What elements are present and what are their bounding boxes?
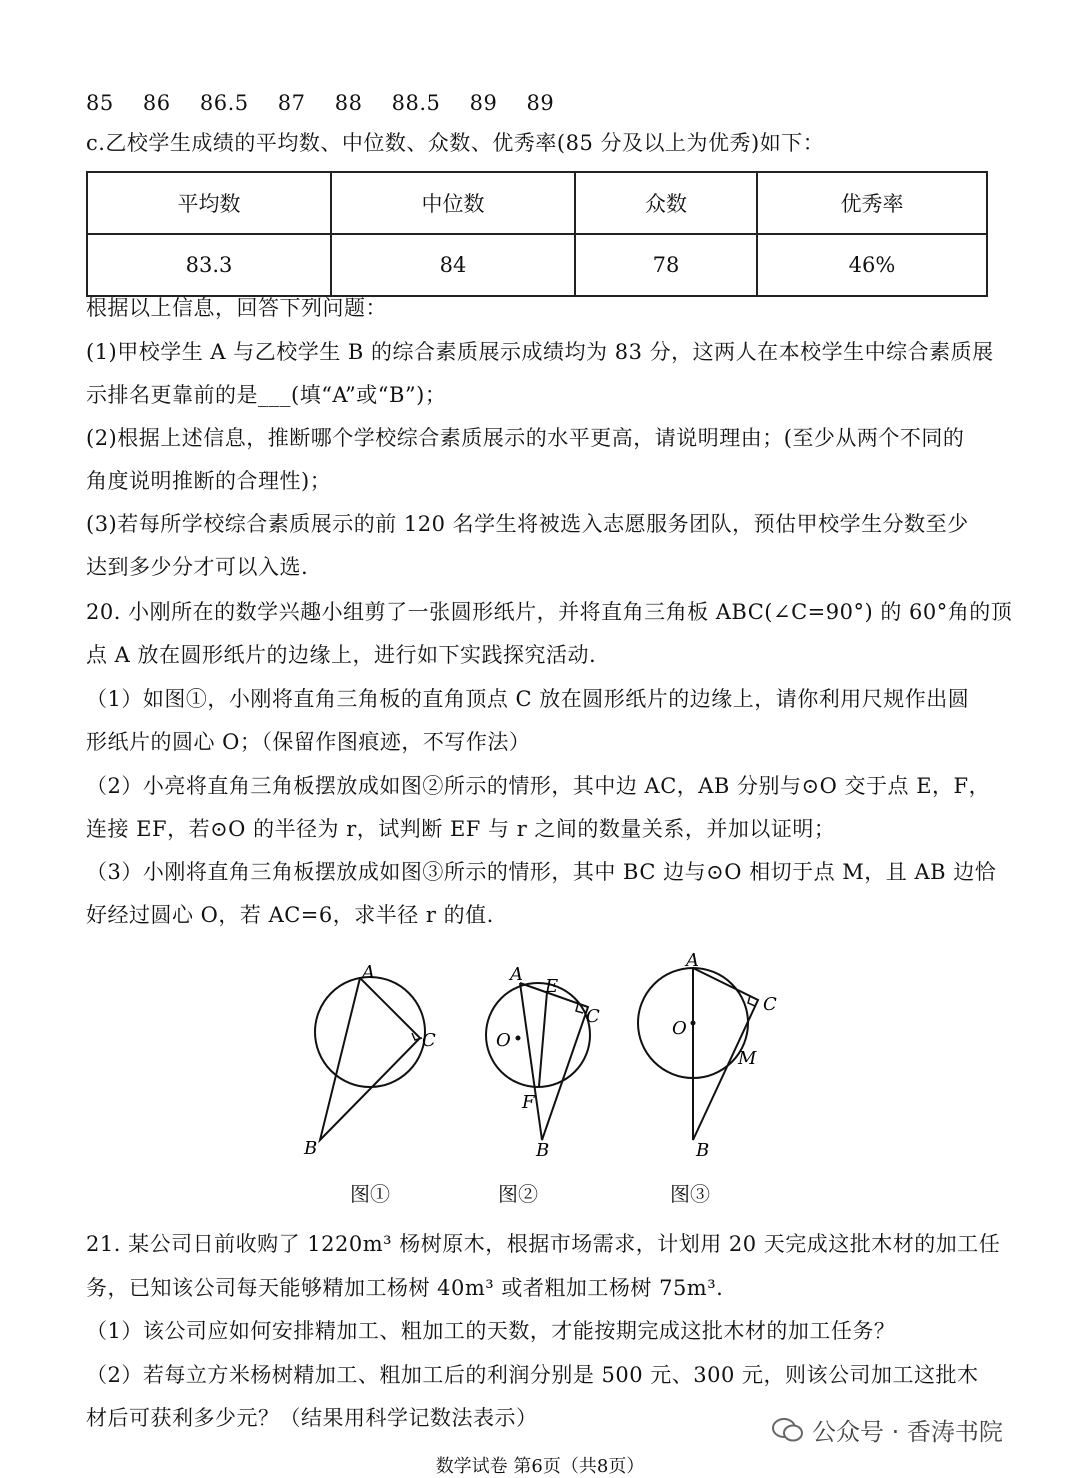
center-o-2 [516, 1036, 521, 1041]
score-value: 87 [277, 91, 306, 115]
segment-ef [539, 992, 547, 1086]
q20-line6: 连接 EF，若⊙O 的半径为 r，试判断 EF 与 r 之间的数量关系，并加以证明； [86, 817, 836, 841]
label-b: B [696, 1140, 710, 1161]
q20-line5: （2）小亮将直角三角板摆放成如图②所示的情形，其中边 AC，AB 分别与⊙O 交于点 E，F， [86, 774, 991, 798]
watermark-text: 公众号 · 香涛书院 [812, 1418, 1003, 1446]
q21-line1: 21. 某公司日前收购了 1220m³ 杨树原木，根据市场需求，计划用 20 天完成这批木材的加工任 [86, 1232, 1001, 1256]
q20-line8: 好经过圆心 O，若 AC=6，求半径 r 的值. [86, 903, 494, 927]
table-header: 中位数 [331, 172, 575, 234]
q19-part3-line2: 达到多少分才可以入选. [86, 555, 309, 579]
label-c: C [422, 1030, 436, 1051]
line-c: c.乙校学生成绩的平均数、中位数、众数、优秀率(85 分及以上为优秀)如下： [86, 131, 825, 155]
table-header: 众数 [575, 172, 757, 234]
label-a: A [686, 950, 699, 971]
label-o: O [672, 1018, 687, 1039]
figure-3 [638, 950, 777, 1161]
table-cell: 83.3 [87, 234, 331, 296]
score-value: 86 [142, 91, 171, 115]
q21-line4: （2）若每立方米杨树精加工、粗加工后的利润分别是 500 元、300 元，则该公司加工这批木 [86, 1363, 979, 1387]
label-f: F [522, 1092, 535, 1113]
figure-1-caption: 图① [350, 1182, 390, 1206]
wechat-icon [772, 1417, 804, 1443]
figure-2-caption: 图② [498, 1182, 538, 1206]
q21-line3: （1）该公司应如何安排精加工、粗加工的天数，才能按期完成这批木材的加工任务？ [86, 1319, 896, 1343]
figure-2 [486, 964, 600, 1161]
stats-table [86, 171, 988, 297]
score-value: 88 [334, 91, 363, 115]
score-value: 86.5 [199, 91, 249, 115]
table-cell: 46% [757, 234, 987, 296]
q20-line7: （3）小刚将直角三角板摆放成如图③所示的情形，其中 BC 边与⊙O 相切于点 M，且 AB 边恰 [86, 860, 997, 884]
table-cell: 78 [575, 234, 757, 296]
center-o-3 [691, 1021, 696, 1026]
score-list [86, 88, 576, 118]
q19-part3-line1: (3)若每所学校综合素质展示的前 120 名学生将被选入志愿服务团队，预估甲校学生分数至少 [86, 512, 969, 536]
watermark [772, 1412, 1003, 1447]
q21-line2: 务，已知该公司每天能够精加工杨树 40m³ 或者粗加工杨树 75m³. [86, 1276, 724, 1300]
score-value: 89 [526, 91, 555, 115]
label-b: B [536, 1140, 550, 1161]
circle-1 [315, 977, 425, 1087]
table-row [87, 234, 987, 296]
table-cell: 84 [331, 234, 575, 296]
label-e: E [545, 976, 559, 997]
label-b: B [304, 1138, 318, 1159]
table-header: 平均数 [87, 172, 331, 234]
q19-intro: 根据以上信息，回答下列问题： [86, 296, 387, 320]
label-a: A [510, 964, 523, 985]
q20-line1: 20. 小刚所在的数学兴趣小组剪了一张圆形纸片，并将直角三角板 ABC(∠C=90°) 的 60°角的顶 [86, 600, 1013, 624]
q19-part1-line2: 示排名更靠前的是___(填“A”或“B”)； [86, 383, 447, 407]
label-c: C [763, 994, 777, 1015]
figures [290, 950, 810, 1170]
q19-part2-line1: (2)根据上述信息，推断哪个学校综合素质展示的水平更高，请说明理由；(至少从两个不同的 [86, 426, 965, 450]
figure-1 [303, 962, 436, 1159]
label-o: O [496, 1030, 511, 1051]
q19-part2-line2: 角度说明推断的合理性)； [86, 469, 332, 493]
score-value: 89 [469, 91, 498, 115]
label-a: A [362, 962, 375, 983]
label-m: M [738, 1048, 757, 1069]
q19-part1-line1: (1)甲校学生 A 与乙校学生 B 的综合素质展示成绩均为 83 分，这两人在本校学生中综合素质展 [86, 340, 994, 364]
table-header: 优秀率 [757, 172, 987, 234]
label-c: C [586, 1006, 600, 1027]
page-footer: 数学试卷 第6页（共8页） [435, 1456, 645, 1477]
q20-line4: 形纸片的圆心 O；（保留作图痕迹，不写作法） [86, 730, 531, 754]
table-header-row [87, 172, 987, 234]
score-value: 88.5 [391, 91, 441, 115]
q21-line5: 材后可获利多少元？（结果用科学记数法表示） [86, 1406, 538, 1430]
figure-3-caption: 图③ [670, 1182, 710, 1206]
q20-line3: （1）如图①，小刚将直角三角板的直角顶点 C 放在圆形纸片的边缘上，请你利用尺规作出圆 [86, 687, 970, 711]
score-value: 85 [86, 91, 114, 115]
triangle-1 [320, 978, 420, 1140]
q20-line2: 点 A 放在圆形纸片的边缘上，进行如下实践探究活动. [86, 643, 597, 667]
